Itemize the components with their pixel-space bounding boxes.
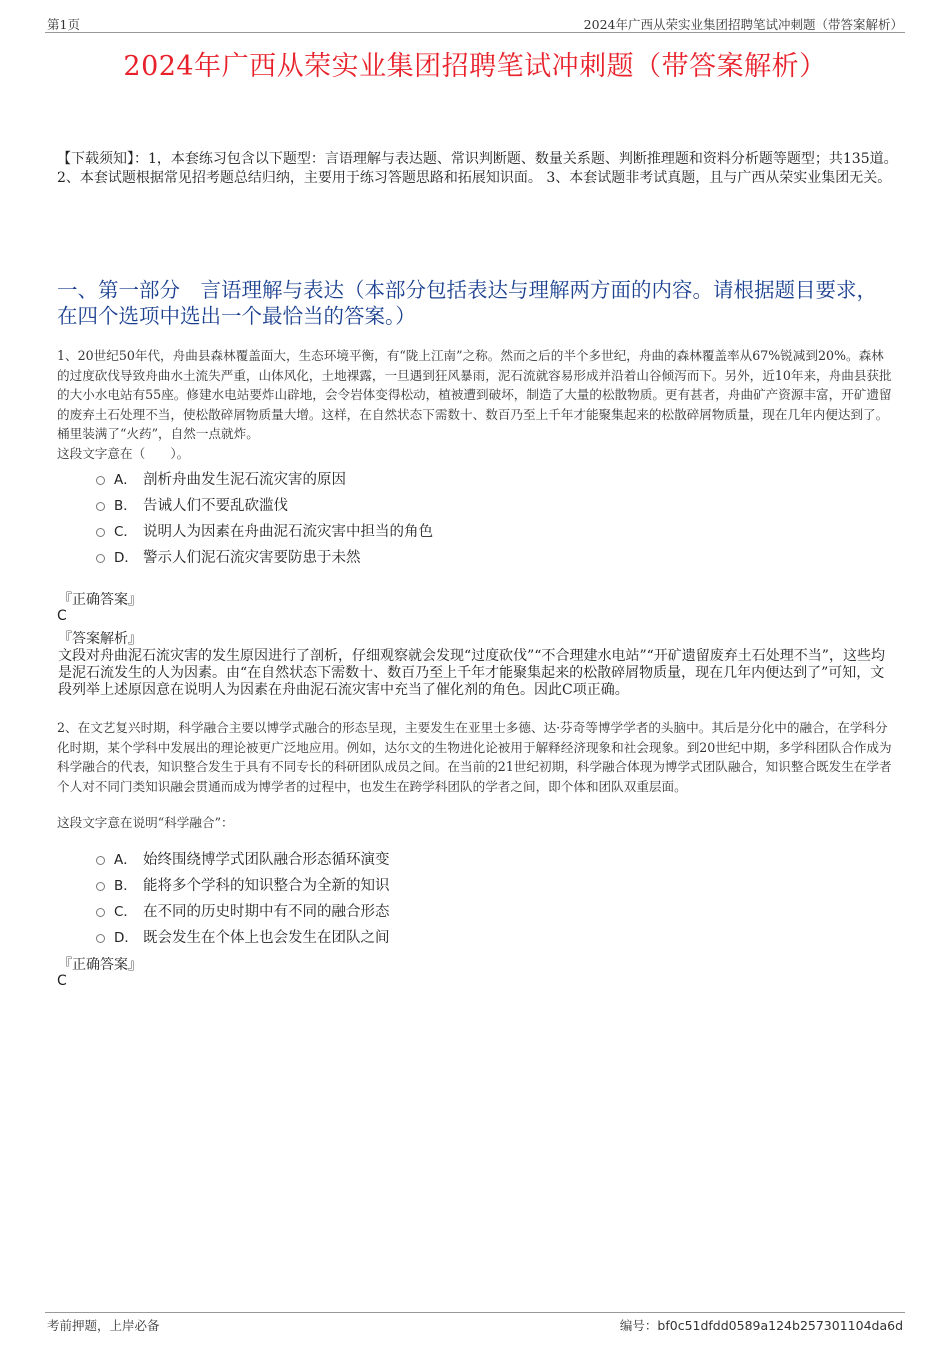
page-header: [45, 14, 905, 33]
option-text: 始终围绕博学式团队融合形态循环演变: [143, 851, 390, 868]
radio-icon[interactable]: [96, 882, 105, 891]
option-letter: B．: [114, 878, 137, 894]
q1-answer-label: 『正确答案』: [58, 592, 142, 608]
option-letter: C．: [114, 904, 137, 920]
option-text: 既会发生在个体上也会发生在团队之间: [143, 929, 390, 946]
q2-answer-label: 『正确答案』: [58, 957, 142, 973]
option-letter: A．: [114, 852, 137, 868]
option-text: 能将多个学科的知识整合为全新的知识: [143, 877, 390, 894]
radio-icon[interactable]: [96, 476, 105, 485]
option-letter: C．: [114, 524, 137, 540]
footer-slogan: 考前押题，上岸必备: [47, 1318, 160, 1333]
q1-option-a[interactable]: [96, 465, 696, 491]
option-text: 剖析舟曲发生泥石流灾害的原因: [143, 471, 346, 488]
q1-answer: C: [57, 608, 67, 624]
q2-option-b[interactable]: [96, 871, 696, 897]
radio-icon[interactable]: [96, 528, 105, 537]
option-text: 在不同的历史时期中有不同的融合形态: [143, 903, 390, 920]
section-heading: 一、第一部分 言语理解与表达（本部分包括表达与理解两方面的内容。请根据题目要求，在四个选项中选出一个最恰当的答案。）: [57, 278, 877, 328]
radio-icon[interactable]: [96, 554, 105, 563]
q1-analysis: 文段对舟曲泥石流灾害的发生原因进行了剖析，仔细观察就会发现“过度砍伐”“不合理建水电站”“开矿遗留废弃土石处理不当”，这些均是泥石流发生的人为因素。由“在自然状态下需数十、数百乃至上千年才能聚集起来的松散碎屑物质量，现在几年内便达到了”可知，文段列举上述原因意在说明人为因素在舟曲泥石流灾害中充当了催化剂的角色。因此C项正确。: [58, 648, 885, 698]
q1-option-d[interactable]: [96, 543, 696, 569]
footer-code: [620, 1316, 903, 1334]
q1-option-b[interactable]: [96, 491, 696, 517]
header-doc-title: 2024年广西从荣实业集团招聘笔试冲刺题（带答案解析）: [583, 17, 903, 32]
q2-option-d[interactable]: [96, 923, 696, 949]
radio-icon[interactable]: [96, 934, 105, 943]
option-text: 警示人们泥石流灾害要防患于未然: [143, 549, 361, 566]
q1-analysis-label: 『答案解析』: [58, 631, 142, 647]
question-1-stem: [57, 346, 892, 463]
page-footer: [45, 1312, 905, 1333]
footer-code-value: bf0c51dfdd0589a124b257301104da6d: [657, 1318, 903, 1333]
radio-icon[interactable]: [96, 908, 105, 917]
page-number: 第1页: [47, 17, 80, 32]
option-letter: D．: [114, 930, 138, 946]
q2-option-c[interactable]: [96, 897, 696, 923]
q1-option-c[interactable]: [96, 517, 696, 543]
question-2-options: [96, 845, 696, 949]
option-letter: D．: [114, 550, 138, 566]
option-text: 告诫人们不要乱砍滥伐: [143, 497, 288, 514]
option-letter: A．: [114, 472, 137, 488]
question-1-prompt: 这段文字意在（ ）。: [57, 445, 190, 461]
radio-icon[interactable]: [96, 856, 105, 865]
document-title: 2024年广西从荣实业集团招聘笔试冲刺题（带答案解析）: [123, 51, 827, 82]
question-2-stem: 2、在文艺复兴时期，科学融合主要以博学式融合的形态呈现，主要发生在亚里士多德、达·芬奇等博学学者的头脑中。其后是分化中的融合，在学科分化时期，某个学科中发展出的理论被更广泛地应用。例如，达尔文的生物进化论被用于解释经济现象和社会现象。到20世纪中期，多学科团队合作成为科学融合的代表，知识整合发生于具有不同专长的科研团队成员之间。在当前的21世纪初期，科学融合体现为博学式团队融合，知识整合既发生在学者个人对不同门类知识融会贯通而成为博学者的过程中，也发生在跨学科团队的学者之间，即个体和团队双重层面。: [57, 720, 892, 794]
question-2-prompt: 这段文字意在说明“科学融合”：: [57, 815, 234, 830]
option-text: 说明人为因素在舟曲泥石流灾害中担当的角色: [143, 523, 433, 540]
question-1-text: 1、20世纪50年代，舟曲县森林覆盖面大，生态环境平衡，有“陇上江南”之称。然而之后的半个多世纪，舟曲的森林覆盖率从67%锐减到20%。森林的过度砍伐导致舟曲水土流失严重，山体风化，土地裸露，一旦遇到狂风暴雨，泥石流就容易形成并沿着山谷倾泻而下。另外，近10年来，舟曲县获批的大小水电站有55座。修建水电站要炸山辟地，会令岩体变得松动，植被遭到破坏，制造了大量的松散物质。更有甚者，舟曲矿产资源丰富，开矿遗留的废弃土石处理不当，使松散碎屑物质量大增。这样，在自然状态下需数十、数百乃至上千年才能聚集起来的松散碎屑物质量，现在几年内便达到了。桶里装满了“火药”，自然一点就炸。: [57, 348, 892, 441]
download-notice: 【下载须知】：1，本套练习包含以下题型：言语理解与表达题、常识判断题、数量关系题、判断推理题和资料分析题等题型；共135道。 2、本套试题根据常见招考题总结归纳，主要用于练习答题思路和拓展知识面。 3、本套试题非考试真题，且与广西从荣实业集团无关。: [57, 151, 898, 186]
footer-code-label: 编号：: [619, 1318, 658, 1333]
q2-option-a[interactable]: [96, 845, 696, 871]
option-letter: B．: [114, 498, 137, 514]
question-1-options: [96, 465, 696, 569]
radio-icon[interactable]: [96, 502, 105, 511]
q2-answer: C: [57, 973, 67, 989]
